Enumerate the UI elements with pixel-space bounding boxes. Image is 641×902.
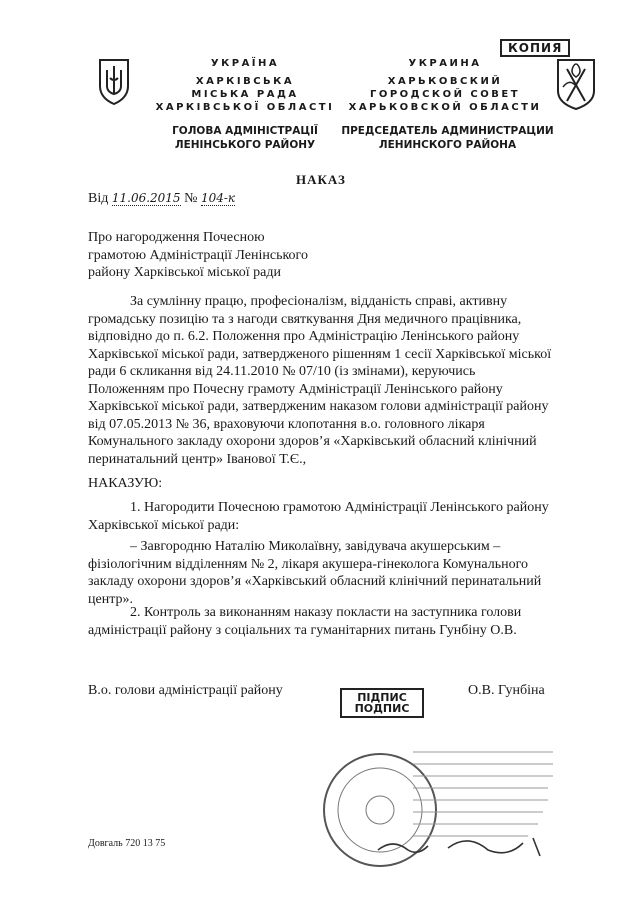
signer-name: О.В. Гунбіна [468, 683, 545, 698]
copy-stamp: КОПИЯ [500, 39, 570, 57]
number-prefix: № [184, 191, 198, 206]
signature-stamp [340, 688, 424, 718]
person-line: – Завгородню Наталію Миколаївну, завідувача акушерським – [130, 539, 501, 554]
preamble-line: Положенням про Почесну грамоту Адміністрації Ленінського району [88, 381, 503, 397]
item1-line: Харківської міської ради: [88, 517, 240, 533]
header-left-council [148, 75, 342, 114]
header-left-council-line1: ХАРКІВСЬКА [195, 76, 295, 87]
header-right-head-line2: ЛЕНИНСКОГО РАЙОНА [378, 139, 517, 151]
round-seal-icon [318, 738, 558, 878]
subject-line-2: грамотою Адміністрації Ленінського [88, 247, 308, 263]
subject-line-3: району Харківської міської ради [88, 265, 281, 280]
header-right-council [340, 75, 550, 114]
preamble-line: відповідно до п. 6.2. Положення про Адміністрацію Ленінського району [88, 329, 520, 344]
header-left-council-line3: ХАРКІВСЬКОЇ ОБЛАСТІ [155, 102, 335, 113]
preamble-line: громадську позицію та з нагоди святкування Дня медичного працівника, [88, 311, 522, 327]
document-title: НАКАЗ [296, 172, 346, 187]
preamble-line: від 07.05.2013 № 36, враховуючи клопотання в.о. головного лікаря [88, 416, 485, 432]
person-line: фізіологічним відділенням № 2, лікаря акушера-гінеколога Комунального [88, 556, 528, 572]
header-right-head-line1: ПРЕДСЕДАТЕЛЬ АДМИНИСТРАЦИИ [341, 125, 554, 137]
date-prefix: Від [88, 191, 109, 206]
preamble-line: Харківської міської ради, затвердженим наказом голови адміністрації району [88, 399, 549, 414]
preamble-line: Харківської міської ради, затвердженого рішенням 1 сесії Харківської міської [88, 346, 552, 362]
footer-note: Довгаль 720 13 75 [88, 838, 166, 849]
signature-stamp-line2: ПОДПИС [354, 702, 410, 715]
preamble-line: Комунального закладу охорони здоров’я «Харківський обласний клінічний [88, 434, 537, 449]
preamble-line: ради 6 скликання від 24.11.2010 № 07/10 (із змінами), керуючись [88, 364, 476, 379]
header-right-council-line1: ХАРЬКОВСКИЙ [387, 76, 503, 87]
number-handwritten: 104-к [200, 191, 236, 205]
document-subject [88, 229, 308, 282]
trident-emblem-icon [96, 56, 132, 106]
date-number-line [88, 190, 235, 208]
preamble-line: За сумлінну працю, професіоналізм, відданість справі, активну [130, 294, 508, 309]
header-left-head-line2: ЛЕНІНСЬКОГО РАЙОНУ [174, 139, 316, 151]
subject-line-1: Про нагородження Почесною [88, 230, 265, 245]
header-right-country: УКРАИНА [408, 58, 482, 69]
date-handwritten: 11.06.2015 [111, 191, 181, 205]
person-line: закладу охорони здоров’я «Харківський обласний клінічний перинатальний [88, 574, 542, 589]
order-item-1 [88, 499, 588, 534]
header-left-head-line1: ГОЛОВА АДМІНІСТРАЦІЇ [172, 125, 318, 137]
signer-title: В.о. голови адміністрації району [88, 683, 283, 698]
header-right-council-line3: ХАРЬКОВСКОЙ ОБЛАСТИ [348, 102, 542, 113]
header-left-head [140, 124, 350, 152]
order-item-1-person [88, 538, 588, 608]
order-item-2 [88, 604, 588, 639]
person-line: центр». [88, 591, 133, 607]
kharkiv-coat-of-arms-icon [555, 57, 597, 111]
item2-line: адміністрації району з соціальних та гуманітарних питань Гунбіну О.В. [88, 622, 517, 638]
item2-line: 2. Контроль за виконанням наказу покласти на заступника голови [130, 605, 522, 620]
header-left-country: УКРАЇНА [210, 58, 280, 69]
item1-line: 1. Нагородити Почесною грамотою Адміністрації Ленінського району [130, 500, 549, 515]
header-right-head [340, 124, 555, 152]
order-word: НАКАЗУЮ: [88, 476, 163, 491]
header-right-council-line2: ГОРОДСКОЙ СОВЕТ [369, 89, 521, 100]
preamble-line: перинатальний центр» Іванової Т.Є., [88, 451, 307, 467]
header-left-council-line2: МІСЬКА РАДА [191, 89, 299, 100]
preamble-paragraph [88, 293, 588, 468]
signature-stamp-line1: ПІДПИС [357, 691, 407, 704]
